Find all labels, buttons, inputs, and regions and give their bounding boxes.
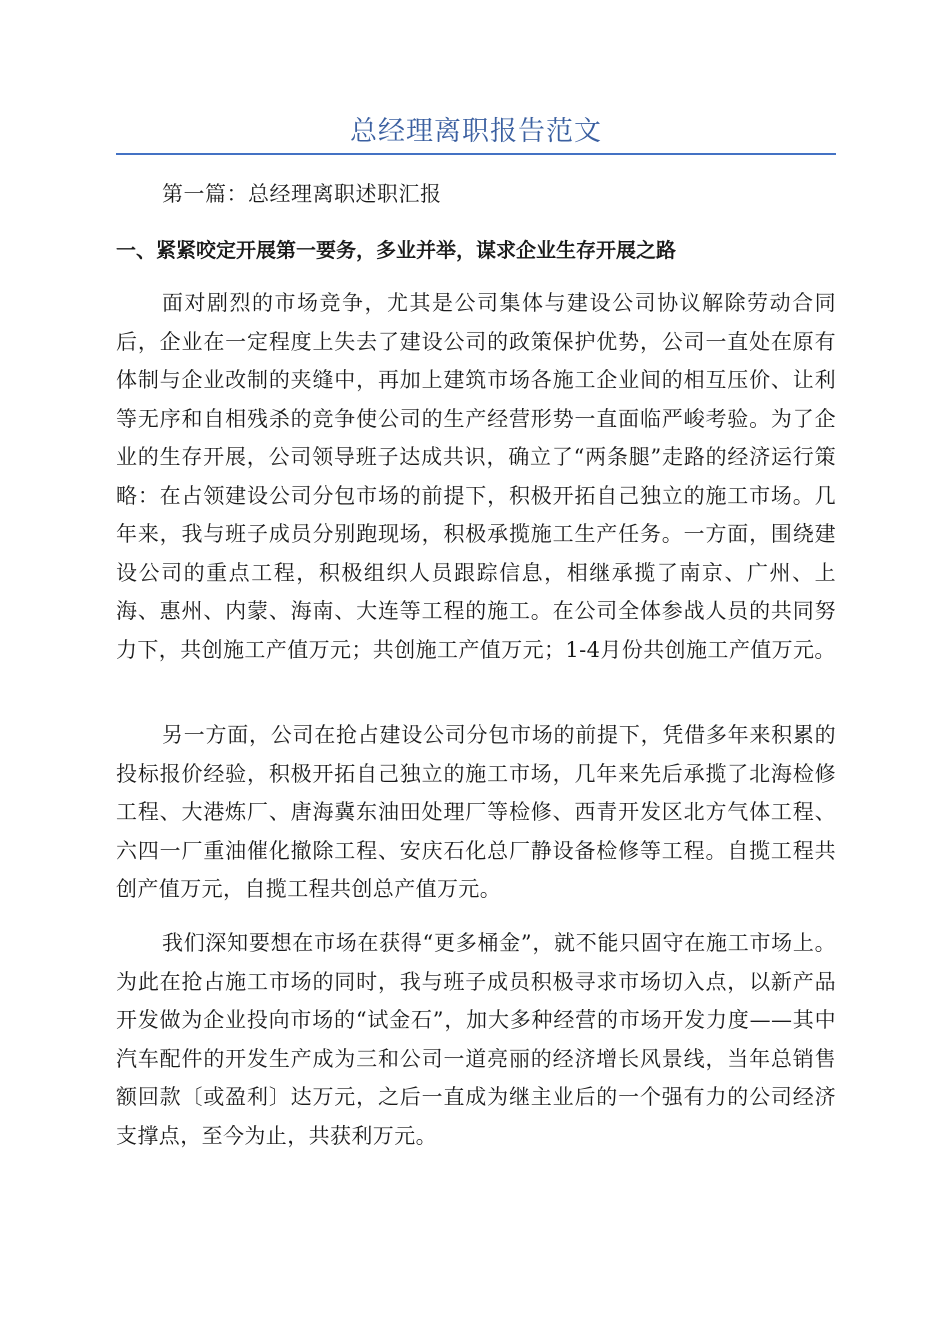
page-title: 总经理离职报告范文 <box>350 116 602 147</box>
title-underline <box>116 153 836 155</box>
body-paragraph: 面对剧烈的市场竞争，尤其是公司集体与建设公司协议解除劳动合同后，企业在一定程度上失去了建设公司的政策保护优势，公司一直处在原有体制与企业改制的夹缝中，再加上建筑市场各施工企业间的相互压价、让利等无序和自相残杀的竞争使公司的生产经营形势一直面临严峻考验。为了企业的生存开展，公司领导班子达成共识，确立了“两条腿”走路的经济运行策略：在占领建设公司分包市场的前提下，积极开拓自己独立的施工市场。几年来，我与班子成员分别跑现场，积极承揽施工生产任务。一方面，围绕建设公司的重点工程，积极组织人员跟踪信息，相继承揽了南京、广州、上海、惠州、内蒙、海南、大连等工程的施工。在公司全体参战人员的共同努力下，共创施工产值万元；共创施工产值万元；1-4月份共创施工产值万元。 <box>116 291 836 662</box>
section-subtitle: 第一篇：总经理离职述职汇报 <box>162 182 442 206</box>
section-heading: 一、紧紧咬定开展第一要务，多业并举，谋求企业生存开展之路 <box>116 238 676 262</box>
body-paragraph: 我们深知要想在市场在获得“更多桶金”，就不能只固守在施工市场上。为此在抢占施工市场的同时，我与班子成员积极寻求市场切入点，以新产品开发做为企业投向市场的“试金石”，加大多种经营的市场开发力度——其中汽车配件的开发生产成为三和公司一道亮丽的经济增长风景线，当年总销售额回款〔或盈利〕达万元，之后一直成为继主业后的一个强有力的公司经济支撑点，至今为止，共获利万元。 <box>116 931 836 1148</box>
body-paragraph: 另一方面，公司在抢占建设公司分包市场的前提下，凭借多年来积累的投标报价经验，积极开拓自己独立的施工市场，几年来先后承揽了北海检修工程、大港炼厂、唐海冀东油田处理厂等检修、西青开发区北方气体工程、六四一厂重油催化撤除工程、安庆石化总厂静设备检修等工程。自揽工程共创产值万元，自揽工程共创总产值万元。 <box>116 723 836 901</box>
